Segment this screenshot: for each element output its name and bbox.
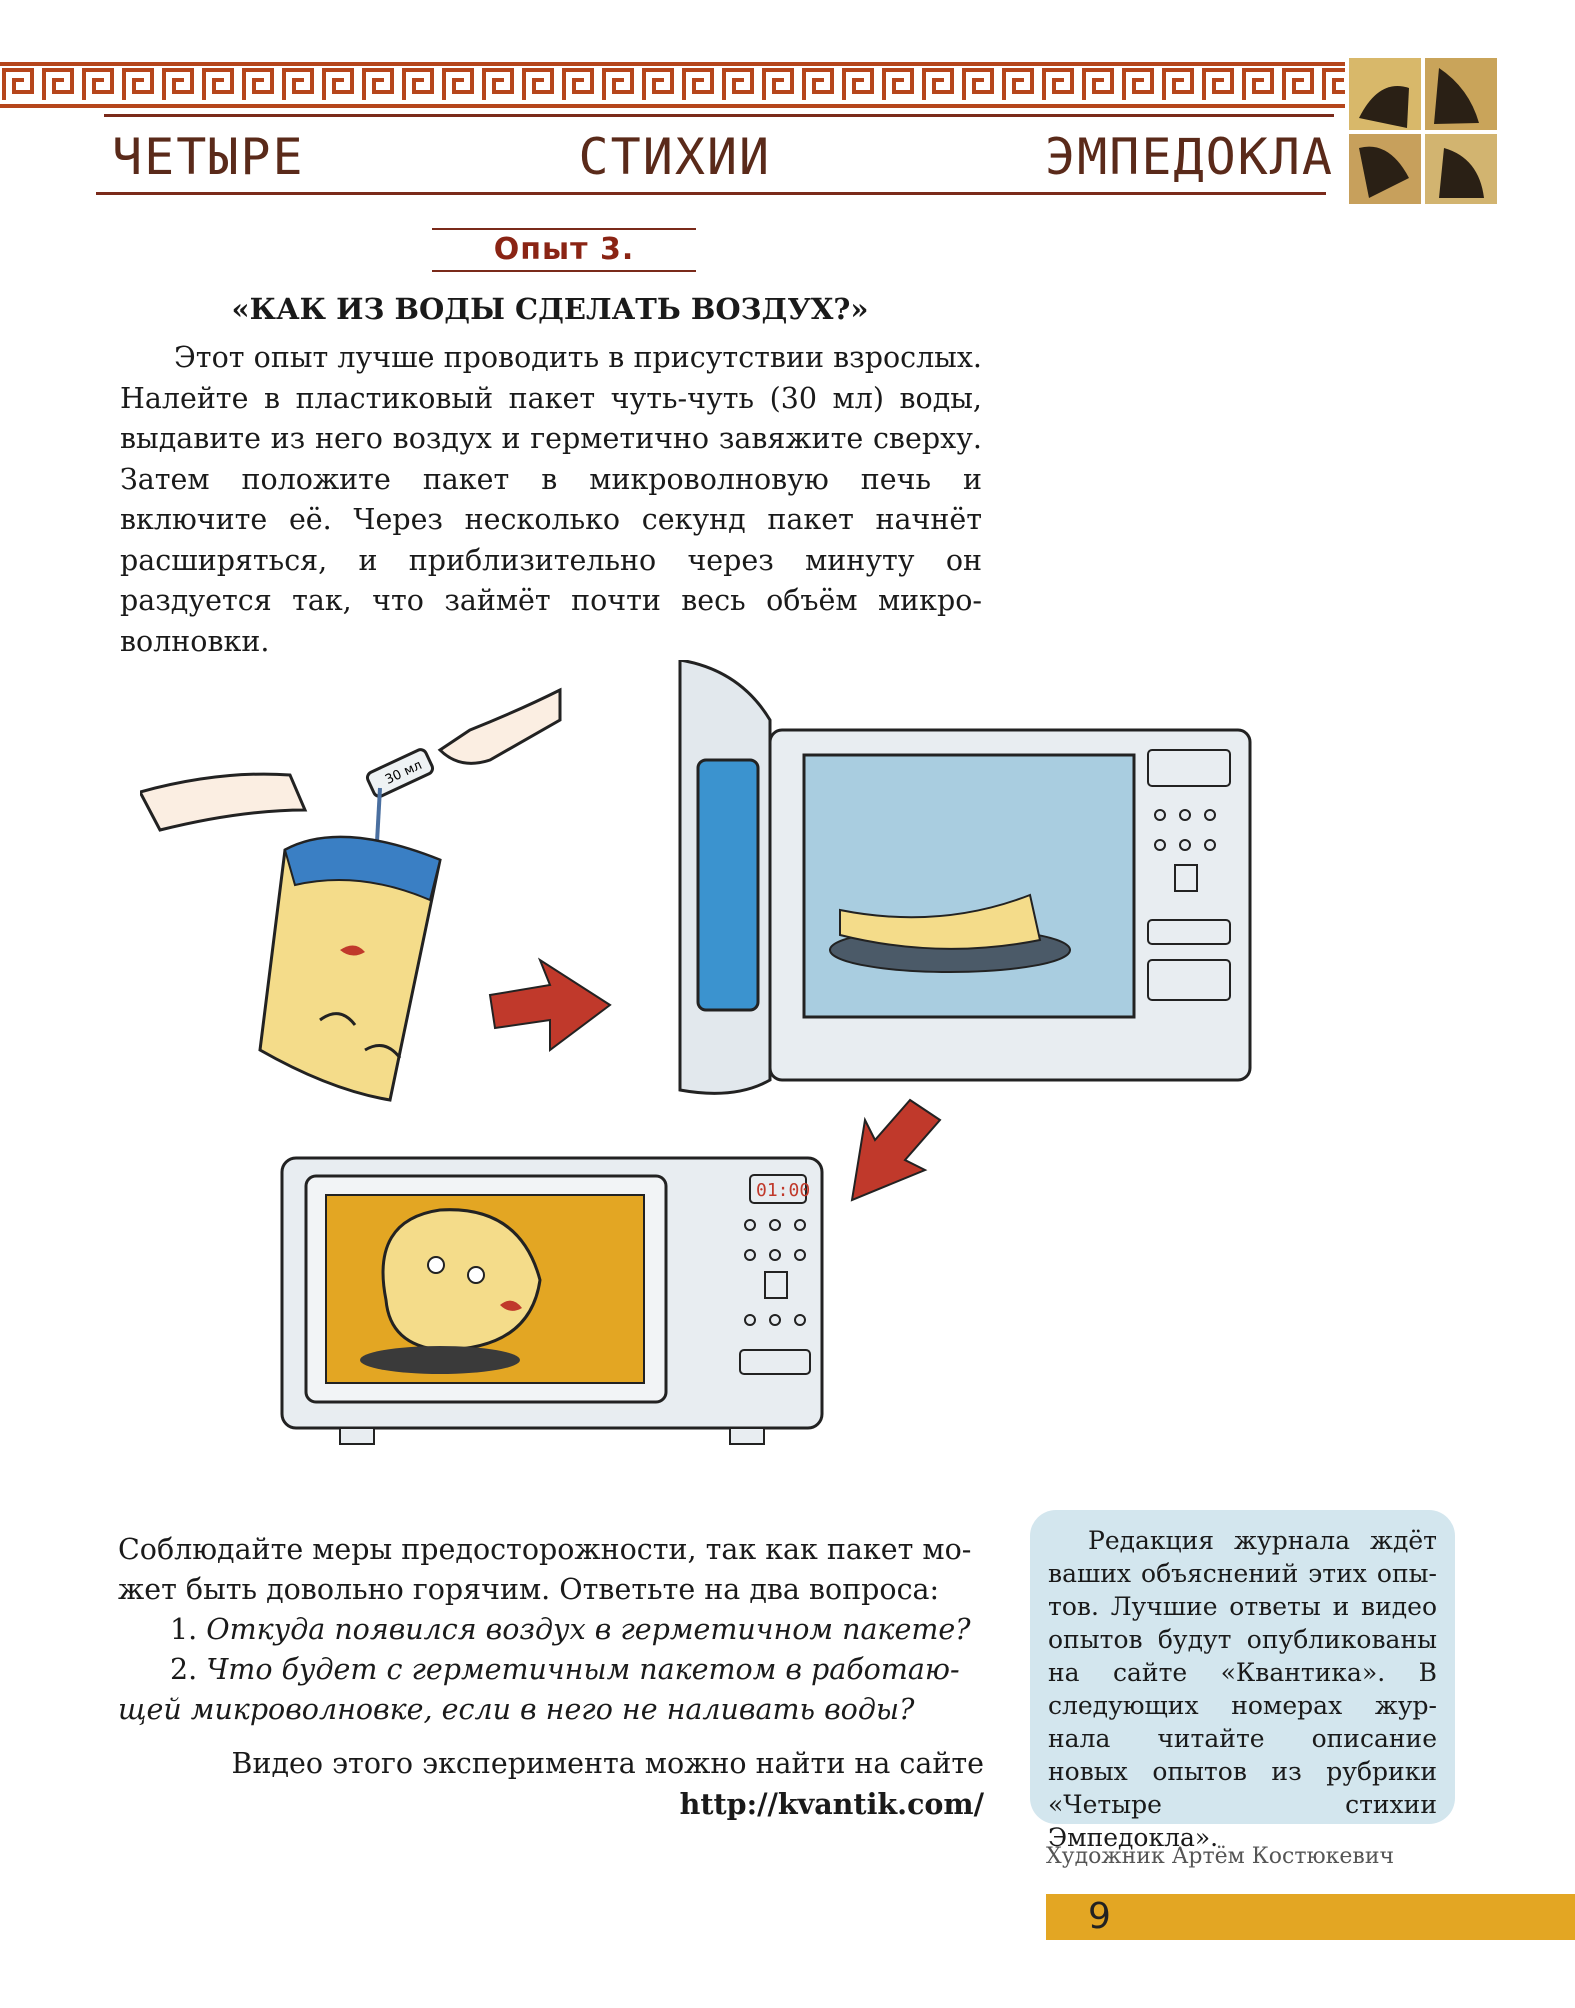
question-1-number: 1. bbox=[170, 1613, 198, 1646]
page-number-bar bbox=[1046, 1894, 1575, 1940]
cup-label: 30 мл bbox=[382, 757, 425, 788]
kvantik-link[interactable]: http://kvantik.com/ bbox=[679, 1787, 984, 1821]
editor-note-box bbox=[1030, 1510, 1455, 1852]
video-text: Видео этого эксперимента можно найти на сайте bbox=[231, 1747, 984, 1780]
experiment-heading: «КАК ИЗ ВОДЫ СДЕЛАТЬ ВОЗДУХ?» bbox=[231, 292, 869, 326]
series-word-1: ЧЕТЫРЕ bbox=[112, 128, 305, 186]
meander-border bbox=[0, 62, 1345, 108]
series-title bbox=[112, 118, 1334, 196]
experiment-label: Опыт 3. bbox=[493, 232, 635, 267]
instructions-text bbox=[120, 338, 982, 662]
question-2-number: 2. bbox=[170, 1653, 198, 1686]
title-rule-top bbox=[104, 114, 1334, 117]
closed-microwave bbox=[282, 1158, 822, 1444]
caution-text: Соблюдайте меры предосторожности, так как пакет может быть довольно горячим. Ответьте на два вопроса: bbox=[118, 1533, 972, 1606]
arrow-right-icon bbox=[490, 960, 610, 1050]
empedocles-collage-image bbox=[1349, 58, 1497, 204]
holding-hand bbox=[140, 774, 305, 830]
illustrator-credit: Художник Артём Костюкевич bbox=[1046, 1844, 1395, 1869]
editor-note-text: Редакция журнала ждёт ваших объяснений этих опытов. Лучшие ответы и видео опытов будут опубликованы на сайте «Квантика». В следующих номерах журнала читайте описание новых опытов из рубрики «Четыре стихии Эмпедокла». bbox=[1048, 1526, 1437, 1852]
experiment-label-block bbox=[432, 226, 696, 274]
experiment-illustration bbox=[140, 660, 1400, 1490]
video-note bbox=[118, 1744, 984, 1825]
open-microwave bbox=[680, 660, 1250, 1093]
experiment-rule-top bbox=[432, 228, 696, 230]
question-1-text: Откуда появился воздух в герметичном пакете? bbox=[206, 1613, 971, 1646]
question-2 bbox=[118, 1650, 984, 1730]
page-number: 9 bbox=[1088, 1896, 1111, 1937]
title-rule-bottom bbox=[96, 192, 1326, 195]
question-1 bbox=[118, 1610, 984, 1650]
series-word-2: СТИХИИ bbox=[578, 128, 772, 186]
timer-display: 01:00 bbox=[756, 1180, 811, 1201]
series-word-3: ЭМПЕДОКЛА bbox=[1045, 128, 1334, 186]
experiment-rule-bottom bbox=[432, 270, 696, 272]
question-2-text: Что будет с герметичным пакетом в работающей микроволновке, если в него не наливать воды? bbox=[118, 1653, 960, 1726]
arrow-down-left-icon bbox=[852, 1100, 940, 1200]
instructions-paragraph: Этот опыт лучше проводить в присутствии взрослых. Налейте в пластиковый пакет чуть-чуть (30 мл) воды, выдавите из него воздух и герметично завяжите сверху. Затем положите пакет в микроволновую печь и включите её. Через несколько секунд пакет начнёт расширяться, и приблизительно через минуту он раздуется так, что займёт почти весь объём микроволновки. bbox=[120, 341, 982, 658]
questions-block bbox=[118, 1530, 984, 1730]
pouring-hand bbox=[440, 690, 560, 763]
